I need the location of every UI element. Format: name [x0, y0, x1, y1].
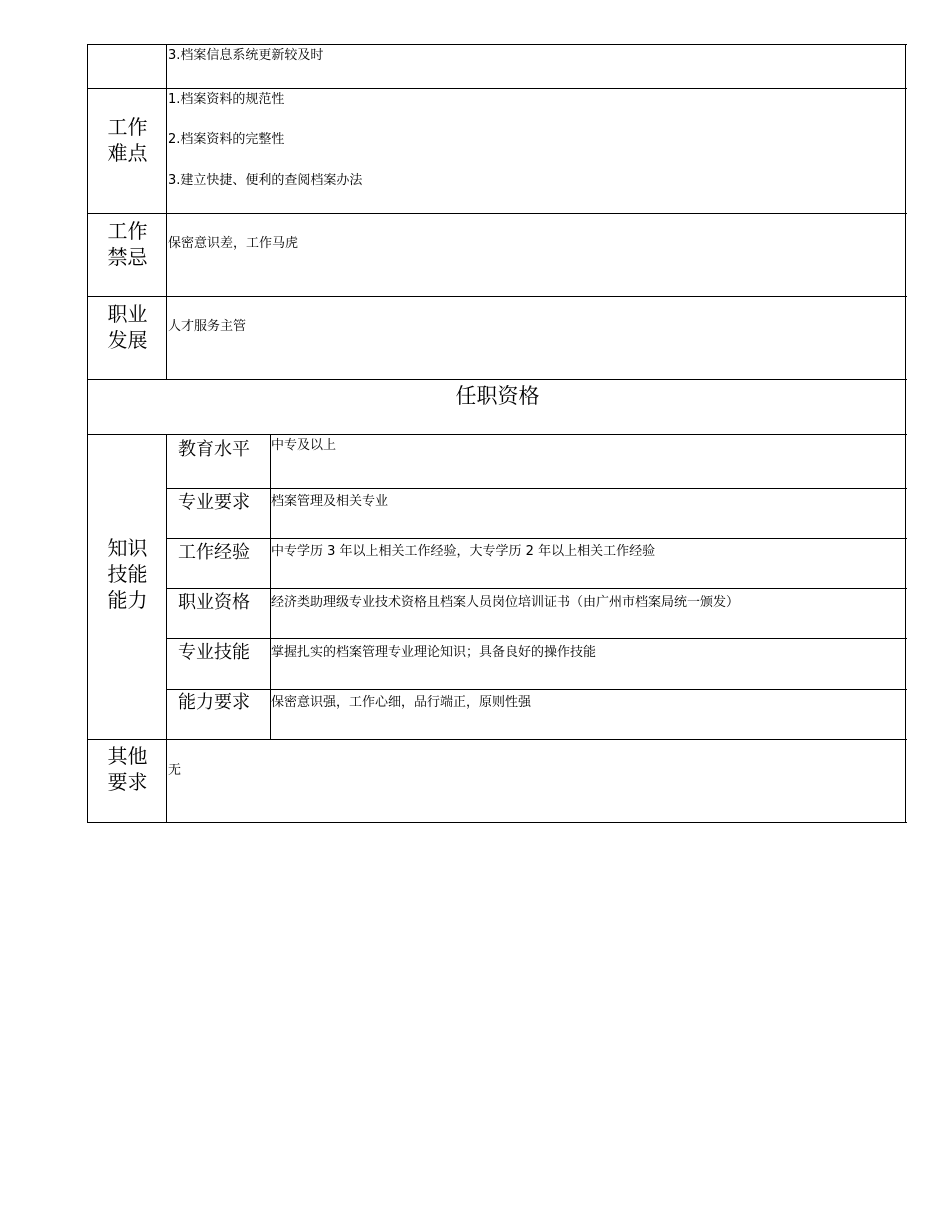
career-text: 人才服务主管 — [168, 319, 247, 334]
row-divider — [167, 588, 907, 589]
difficulty-label — [88, 114, 167, 166]
difficulty-item: 2.档案资料的完整性 — [168, 132, 285, 147]
row-divider — [167, 538, 907, 539]
group-label-line: 知识 — [107, 536, 148, 560]
table-border-right — [905, 44, 906, 823]
other-label-line: 要求 — [107, 770, 148, 794]
other-label — [88, 743, 167, 795]
other-text: 无 — [168, 763, 182, 778]
major-label: 专业要求 — [178, 492, 250, 513]
row-divider — [88, 739, 907, 740]
ability-value: 保密意识强，工作心细，品行端正，原则性强 — [271, 695, 532, 710]
education-value: 中专及以上 — [271, 438, 337, 453]
career-label-line: 发展 — [107, 328, 148, 352]
education-label: 教育水平 — [178, 439, 250, 460]
other-label-line: 其他 — [107, 744, 148, 768]
experience-label: 工作经验 — [178, 542, 250, 563]
row-divider — [88, 213, 907, 214]
row-divider — [88, 379, 907, 380]
career-label-line: 职业 — [107, 302, 148, 326]
taboo-label-line: 禁忌 — [107, 245, 148, 269]
difficulty-label-line: 难点 — [107, 141, 148, 165]
row-divider — [88, 296, 907, 297]
taboo-text: 保密意识差，工作马虎 — [168, 236, 299, 251]
row-divider — [88, 88, 907, 89]
row-divider — [167, 638, 907, 639]
major-value: 档案管理及相关专业 — [271, 494, 389, 509]
ability-label: 能力要求 — [178, 692, 250, 713]
row-divider — [167, 689, 907, 690]
skills-value: 掌握扎实的档案管理专业理论知识；具备良好的操作技能 — [271, 645, 597, 660]
group-label-line: 能力 — [107, 588, 148, 612]
difficulty-label-line: 工作 — [107, 115, 148, 139]
skills-label: 专业技能 — [178, 642, 250, 663]
certification-label: 职业资格 — [178, 592, 250, 613]
difficulty-item: 1.档案资料的规范性 — [168, 92, 285, 107]
table-border-top — [88, 44, 907, 45]
qualifications-group-label — [88, 535, 167, 613]
career-label — [88, 301, 167, 353]
certification-value: 经济类助理级专业技术资格且档案人员岗位培训证书（由广州市档案局统一颁发） — [271, 595, 740, 610]
qualifications-title: 任职资格 — [455, 384, 540, 408]
continued-item: 3.档案信息系统更新较及时 — [168, 48, 324, 63]
table-border-bottom — [88, 822, 907, 823]
taboo-label-line: 工作 — [107, 219, 148, 243]
taboo-label — [88, 218, 167, 270]
experience-value: 中专学历 3 年以上相关工作经验，大专学历 2 年以上相关工作经验 — [271, 544, 656, 559]
difficulty-item: 3.建立快捷、便利的查阅档案办法 — [168, 173, 363, 188]
group-label-line: 技能 — [107, 562, 148, 586]
row-divider — [167, 488, 907, 489]
row-divider — [88, 434, 907, 435]
